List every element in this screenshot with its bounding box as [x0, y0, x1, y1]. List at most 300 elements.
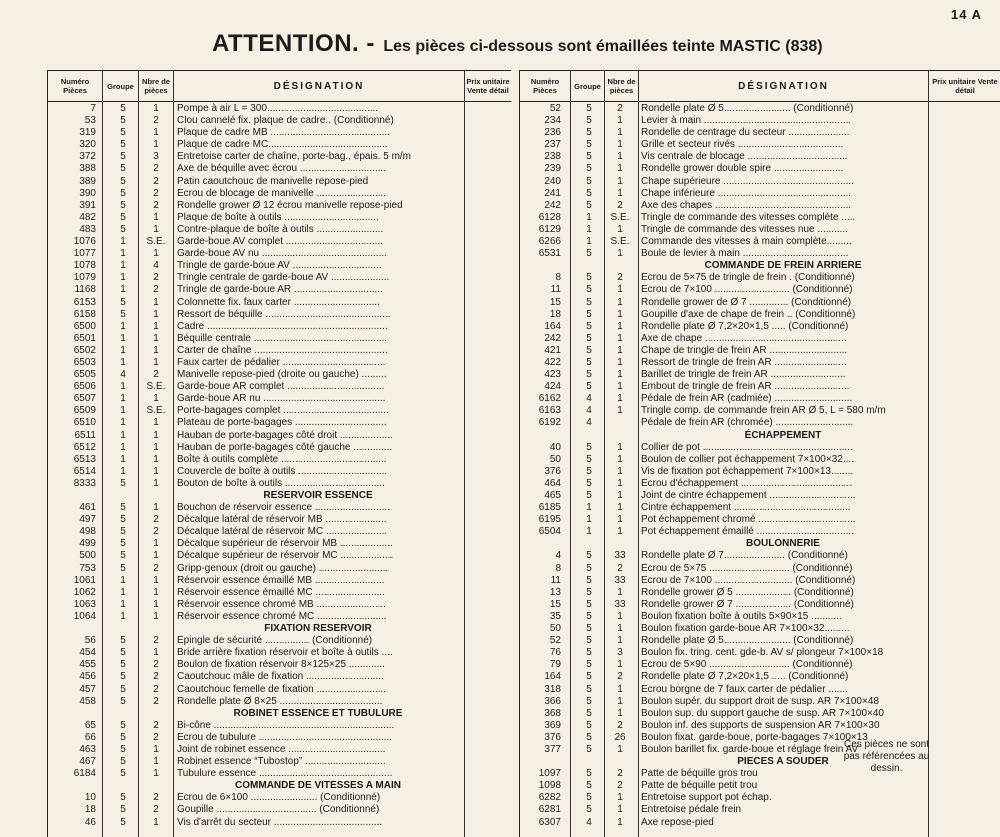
designation: Axe des chapes ................................................. — [641, 199, 852, 211]
quantity: 1 — [153, 127, 159, 139]
designation: Clou cannelé fix. plaque de cadre.. (Conditionné) — [177, 115, 394, 127]
unreferenced-note: Ces pièces ne sont pas référencées au dessin. — [843, 739, 930, 774]
designation: Réservoir essence émaillé MC ......................... — [177, 586, 385, 598]
quantity: 1 — [153, 550, 159, 562]
group: 5 — [120, 659, 126, 671]
quantity: 2 — [153, 671, 159, 683]
part-number: 242 — [544, 332, 561, 344]
part-number: 1063 — [73, 598, 96, 610]
part-number: 52 — [549, 103, 561, 114]
part-number: 15 — [549, 598, 561, 610]
part-number: 4 — [555, 550, 561, 562]
table-row — [520, 224, 1000, 236]
group: 5 — [586, 743, 592, 755]
group: 5 — [586, 804, 592, 816]
group: 5 — [586, 550, 592, 562]
group: 5 — [120, 514, 126, 526]
quantity: 1 — [617, 405, 623, 417]
part-number: 6506 — [73, 381, 96, 393]
part-number: 376 — [544, 465, 561, 477]
group: 5 — [586, 284, 592, 296]
left-parts-table — [47, 70, 511, 837]
group: 5 — [120, 308, 126, 320]
group: 1 — [120, 344, 126, 356]
part-number: 6512 — [73, 441, 96, 453]
group: 5 — [120, 756, 126, 768]
table-row — [48, 115, 511, 127]
quantity: 2 — [153, 514, 159, 526]
page-number: 14 A — [951, 7, 982, 22]
table-row — [48, 224, 511, 236]
table-row — [520, 139, 1000, 151]
group: 5 — [586, 719, 592, 731]
designation: Ecrou de blocage de manivelle ......................... — [177, 187, 386, 199]
table-row — [520, 659, 1000, 671]
part-number: 389 — [79, 175, 96, 187]
table-row — [520, 176, 1000, 188]
quantity: 33 — [614, 574, 626, 586]
part-number: 388 — [79, 163, 96, 175]
table-row — [48, 671, 511, 683]
part-number: 467 — [79, 756, 96, 768]
col-prix: Prix unitaire Vente détail — [929, 71, 1000, 102]
designation: Garde-boue AV nu ............................................. — [177, 248, 387, 260]
group: 5 — [120, 477, 126, 489]
table-row — [48, 297, 511, 309]
table-row — [48, 321, 511, 333]
part-number: 458 — [79, 695, 96, 707]
quantity: 2 — [153, 792, 159, 804]
designation: Gripp-genoux (droit ou gauche) ......................... — [177, 562, 389, 574]
group: 5 — [120, 647, 126, 659]
part-number: 6129 — [538, 223, 561, 235]
designation: Chape supérieure ............................................... — [641, 175, 854, 187]
group: 5 — [586, 477, 592, 489]
quantity: 1 — [617, 707, 623, 719]
quantity: 4 — [153, 260, 159, 272]
table-row — [520, 599, 1000, 611]
section-header — [173, 623, 463, 635]
table-row — [48, 393, 511, 405]
part-number: 6514 — [73, 465, 96, 477]
quantity: 1 — [617, 683, 623, 695]
part-number: 66 — [84, 731, 96, 743]
quantity: 1 — [153, 344, 159, 356]
table-row — [520, 684, 1000, 696]
table-row — [48, 563, 511, 575]
part-number: 1168 — [74, 284, 96, 296]
part-number: 6153 — [73, 296, 96, 308]
group: 5 — [120, 127, 126, 139]
part-number: 1079 — [73, 272, 96, 284]
quantity: 1 — [617, 284, 623, 296]
group: 5 — [586, 768, 592, 780]
part-number: 6500 — [73, 320, 96, 332]
part-number: 240 — [544, 175, 561, 187]
part-number: 65 — [84, 719, 96, 731]
table-row — [48, 732, 511, 744]
part-number: 56 — [84, 635, 96, 647]
group: 5 — [586, 731, 592, 743]
table-row — [520, 381, 1000, 393]
group: 5 — [586, 780, 592, 792]
table-row — [520, 502, 1000, 514]
quantity: 2 — [617, 272, 623, 284]
designation: Pot échappement émaillé ................................... — [641, 526, 854, 538]
section-header — [173, 780, 463, 792]
section-header — [173, 490, 463, 502]
group: 5 — [120, 296, 126, 308]
section-header — [638, 260, 928, 272]
table-row — [520, 671, 1000, 683]
group: 5 — [120, 562, 126, 574]
part-number: 40 — [549, 441, 561, 453]
group: 5 — [120, 671, 126, 683]
quantity: 1 — [617, 453, 623, 465]
quantity: 1 — [153, 211, 159, 223]
designation: Réservoir essence émaillé MB ......................... — [177, 574, 385, 586]
table-row — [48, 538, 511, 550]
table-row — [48, 502, 511, 514]
group: 5 — [586, 453, 592, 465]
designation: Goupille d'axe de chape de frein .. (Conditionné) — [641, 308, 856, 320]
designation: Caoutchouc mâle de fixation ............................ — [177, 671, 384, 683]
designation: Manivelle repose-pied (droite ou gauche) ......... — [177, 369, 387, 381]
quantity: 1 — [153, 465, 159, 477]
table-row — [48, 284, 511, 296]
quantity: 1 — [153, 816, 159, 828]
part-number: 422 — [544, 356, 561, 368]
group: 5 — [586, 647, 592, 659]
table-row — [520, 647, 1000, 659]
part-number: 53 — [84, 115, 96, 127]
quantity: 1 — [153, 477, 159, 489]
group: 4 — [120, 369, 126, 381]
group: 5 — [586, 683, 592, 695]
designation: Joint de cintre échappement ............................... — [641, 490, 856, 501]
table-row — [48, 176, 511, 188]
designation: Boulon sup. du support gauche de susp. AR 7×100×40 — [641, 707, 884, 719]
part-number: 8333 — [73, 477, 96, 489]
quantity: 1 — [617, 490, 623, 501]
quantity: 1 — [617, 610, 623, 622]
group: 5 — [586, 332, 592, 344]
group: 5 — [120, 695, 126, 707]
col-groupe: Groupe — [103, 71, 138, 102]
quantity: 2 — [153, 163, 159, 175]
quantity: 2 — [153, 175, 159, 187]
designation: Goupille .................................... (Conditionné) — [177, 804, 380, 816]
group: 4 — [586, 816, 592, 828]
quantity: 1 — [153, 574, 159, 586]
part-number: 366 — [544, 695, 561, 707]
group: 5 — [586, 199, 592, 211]
designation: Rondelle grower double spire ......................... — [641, 163, 844, 175]
designation: Bouchon de réservoir essence ........................... — [177, 502, 390, 514]
designation: Ecrou de 7×100 ............................ (Conditionné) — [641, 574, 856, 586]
part-number: 318 — [544, 683, 561, 695]
part-number: 239 — [544, 163, 561, 175]
part-number: 368 — [544, 707, 561, 719]
part-number: 11 — [550, 284, 561, 296]
quantity: 1 — [153, 248, 159, 260]
quantity: 1 — [617, 332, 623, 344]
group: 1 — [120, 453, 126, 465]
quantity: 1 — [617, 151, 623, 163]
group: 5 — [586, 175, 592, 187]
group: 5 — [586, 441, 592, 453]
part-number: 454 — [79, 647, 96, 659]
group: 1 — [120, 610, 126, 622]
group: 1 — [120, 320, 126, 332]
group: 4 — [586, 393, 592, 405]
group: 1 — [120, 598, 126, 610]
group: 5 — [586, 635, 592, 647]
quantity: 1 — [617, 381, 623, 393]
part-number: 237 — [544, 139, 561, 151]
section-title: PIECES A SOUDER — [737, 756, 829, 768]
group: 4 — [586, 417, 592, 429]
quantity: 2 — [617, 768, 623, 780]
group: 5 — [586, 103, 592, 114]
table-row — [520, 163, 1000, 175]
part-number: 6505 — [73, 369, 96, 381]
group: 1 — [120, 429, 126, 441]
designation: Faux carter de pédalier ..................................... — [177, 356, 386, 368]
designation: Décalque latéral de réservoir MB ...................... — [177, 514, 387, 526]
table-row — [520, 151, 1000, 163]
designation: Rondelle de centrage du secteur ...................... — [641, 127, 850, 139]
part-number: 457 — [79, 683, 96, 695]
quantity: 1 — [153, 320, 159, 332]
group: 5 — [586, 659, 592, 671]
group: 5 — [586, 248, 592, 260]
group: 5 — [586, 296, 592, 308]
group: 5 — [120, 199, 126, 211]
designation: Rondelle grower Ø 7 .................... (Conditionné) — [641, 598, 854, 610]
part-number: 10 — [84, 792, 96, 804]
part-number: 1077 — [73, 248, 96, 260]
table-row — [520, 369, 1000, 381]
designation: Réservoir essence chromé MC ......................... — [177, 610, 387, 622]
quantity: S.E. — [146, 381, 166, 393]
part-number: 6184 — [73, 768, 96, 780]
group: 5 — [120, 743, 126, 755]
part-number: 456 — [79, 671, 96, 683]
quantity: 1 — [153, 103, 159, 114]
table-row — [48, 236, 511, 248]
part-number: 1061 — [73, 574, 96, 586]
group: 5 — [586, 586, 592, 598]
part-number: 6192 — [538, 417, 561, 429]
table-row — [520, 780, 1000, 792]
table-row — [520, 115, 1000, 127]
table-row — [48, 212, 511, 224]
designation: Boule de levier à main ...................................... — [641, 248, 849, 260]
quantity: 2 — [617, 103, 623, 114]
group: 5 — [586, 272, 592, 284]
table-row — [48, 526, 511, 538]
quantity: 1 — [617, 356, 623, 368]
table-row — [48, 188, 511, 200]
designation: Barillet de tringle de frein AR ........................... — [641, 369, 846, 381]
quantity: 26 — [614, 731, 626, 743]
quantity: 1 — [617, 816, 623, 828]
part-number: 18 — [84, 804, 96, 816]
designation: Garde-boue AV complet ................................... — [177, 236, 384, 248]
part-number: 6509 — [73, 405, 96, 417]
part-number: 6507 — [73, 393, 96, 405]
table-row — [520, 188, 1000, 200]
part-number: 421 — [544, 344, 561, 356]
part-number: 6501 — [73, 332, 96, 344]
part-number: 1064 — [73, 610, 96, 622]
table-row — [48, 684, 511, 696]
quantity: 2 — [153, 369, 159, 381]
table-row — [48, 647, 511, 659]
group: 1 — [120, 441, 126, 453]
designation: Carter de chaîne ................................................ — [177, 344, 388, 356]
table-row — [48, 309, 511, 321]
part-number: 499 — [79, 538, 96, 550]
group: 1 — [120, 272, 126, 284]
table-row — [520, 442, 1000, 454]
group: 1 — [586, 514, 592, 526]
table-row — [520, 575, 1000, 587]
table-row — [48, 744, 511, 756]
group: 5 — [586, 465, 592, 477]
quantity: 1 — [617, 477, 623, 489]
designation: Béquille centrale ................................................ — [177, 332, 388, 344]
part-number: 500 — [79, 550, 96, 562]
table-row — [520, 357, 1000, 369]
designation: Ecrou de 5×90 ............................. (Conditionné) — [641, 659, 853, 671]
designation: Axe de béquille avec écrou ............................... — [177, 163, 386, 175]
group: 5 — [120, 211, 126, 223]
designation: Porte-bagages complet ...................................... — [177, 405, 389, 417]
table-row — [48, 514, 511, 526]
designation: Pompe à air L = 300........................................ — [177, 103, 379, 114]
part-number: 483 — [79, 223, 96, 235]
quantity: 1 — [153, 768, 159, 780]
table-row — [520, 708, 1000, 720]
part-number: 6503 — [73, 356, 96, 368]
quantity: 2 — [617, 199, 623, 211]
group: 5 — [586, 127, 592, 139]
designation: Bride arrière fixation réservoir et boîte à outils .... — [177, 647, 393, 659]
designation: Tringle de commande des vitesses complète ..... — [641, 211, 856, 223]
table-row — [48, 466, 511, 478]
quantity: 1 — [617, 792, 623, 804]
part-number: 6266 — [538, 236, 561, 248]
group: 5 — [586, 139, 592, 151]
designation: Patte de béquille gros trou — [641, 768, 758, 780]
designation: Cadre ................................................................. — [177, 320, 388, 332]
quantity: S.E. — [610, 211, 630, 223]
col-designation: DÉSIGNATION — [174, 71, 464, 102]
part-number: 15 — [549, 296, 561, 308]
quantity: 1 — [153, 139, 159, 151]
quantity: 2 — [153, 659, 159, 671]
group: 1 — [586, 211, 592, 223]
designation: Joint de robinet essence ................................... — [177, 743, 386, 755]
designation: Ecrou de 5×75 ............................. (Conditionné) — [641, 562, 853, 574]
designation: Pot échappement chromé ................................... — [641, 514, 856, 526]
section-title: COMMANDE DE FREIN ARRIERE — [704, 260, 862, 272]
quantity: 2 — [617, 719, 623, 731]
table-row — [520, 611, 1000, 623]
table-row — [48, 357, 511, 369]
part-number: 1062 — [73, 586, 96, 598]
group: 1 — [120, 332, 126, 344]
quantity: 33 — [614, 550, 626, 562]
quantity: S.E. — [610, 236, 630, 248]
group: 5 — [120, 683, 126, 695]
group: 5 — [120, 151, 126, 163]
quantity: S.E. — [146, 405, 166, 417]
section-title: BOULONNERIE — [746, 538, 820, 550]
table-row — [520, 587, 1000, 599]
designation: Bi-cône ................................................................. — [177, 719, 395, 731]
designation: Chape inférieure ................................................ — [641, 187, 852, 199]
group: 5 — [586, 695, 592, 707]
quantity: 2 — [617, 671, 623, 683]
part-number: 6510 — [73, 417, 96, 429]
quantity: 2 — [153, 526, 159, 538]
col-numero: Numéro Pièces — [48, 71, 102, 102]
table-row — [520, 550, 1000, 562]
table-row — [520, 623, 1000, 635]
part-number: 35 — [549, 610, 561, 622]
designation: Rondelle plate Ø 5........................ (Conditionné) — [641, 103, 854, 114]
designation: Chape de tringle de frein AR ............................ — [641, 344, 848, 356]
group: 1 — [120, 417, 126, 429]
group: 5 — [586, 369, 592, 381]
group: 1 — [586, 526, 592, 538]
part-number: 6307 — [538, 816, 561, 828]
quantity: 1 — [617, 393, 623, 405]
designation: Couvercle de boîte à outils ................................ — [177, 465, 388, 477]
part-number: 461 — [79, 502, 96, 514]
designation: Entretoise pédale frein — [641, 804, 742, 816]
quantity: 2 — [617, 780, 623, 792]
quantity: 1 — [153, 743, 159, 755]
designation: Rondelle plate Ø 7,2×20×1,5 ..... (Conditionné) — [641, 320, 849, 332]
section-header — [638, 538, 928, 550]
table-row — [48, 442, 511, 454]
part-number: 482 — [79, 211, 96, 223]
designation: Rondelle grower de Ø 7 .............. (Conditionné) — [641, 296, 852, 308]
designation: Boulon fixation garde-boue AR 7×100×32......... — [641, 623, 850, 635]
quantity: 3 — [153, 151, 159, 163]
designation: Plateau de porte-bagages ................................. — [177, 417, 387, 429]
heading-subtitle: Les pièces ci-dessous sont émaillées teinte MASTIC (838) — [383, 38, 823, 55]
designation: Caoutchouc femelle de fixation ......................... — [177, 683, 386, 695]
part-number: 1098 — [538, 780, 561, 792]
table-row — [48, 804, 511, 816]
designation: Colonnette fix. faux carter ............................... — [177, 296, 380, 308]
quantity: 2 — [153, 635, 159, 647]
designation: Patin caoutchouc de manivelle repose-pied — [177, 175, 369, 187]
section-title: RESERVOIR ESSENCE — [263, 490, 373, 501]
table-row — [520, 309, 1000, 321]
quantity: 1 — [617, 465, 623, 477]
part-number: 497 — [79, 514, 96, 526]
heading-attention: ATTENTION. - — [212, 30, 375, 57]
quantity: 1 — [617, 248, 623, 260]
part-number: 18 — [549, 308, 561, 320]
designation: Boulon barillet fix. garde-boue et réglage frein AV — [641, 743, 859, 755]
